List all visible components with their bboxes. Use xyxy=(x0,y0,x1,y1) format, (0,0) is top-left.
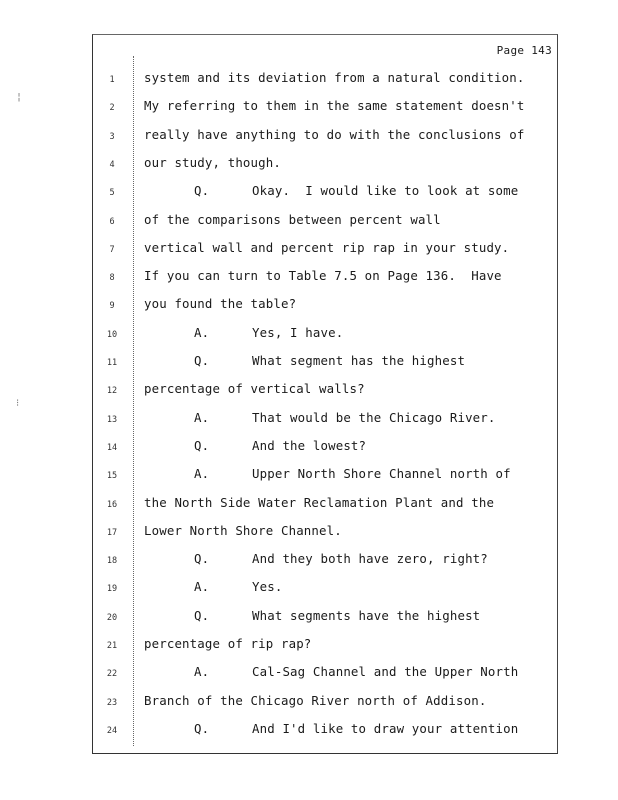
line-number: 2 xyxy=(109,103,115,114)
line-body: My referring to them in the same statement doesn't xyxy=(144,98,525,114)
line-number: 24 xyxy=(106,725,118,736)
line-number: 12 xyxy=(106,386,118,397)
transcript-line xyxy=(0,296,618,316)
transcript-line xyxy=(0,693,618,713)
transcript-line xyxy=(0,325,618,345)
line-text xyxy=(144,381,365,396)
line-body: Yes. xyxy=(252,579,283,595)
line-body: percentage of vertical walls? xyxy=(144,381,365,397)
line-number: 10 xyxy=(106,329,118,340)
line-body: Yes, I have. xyxy=(252,324,344,340)
line-number: 11 xyxy=(106,358,118,368)
speaker-label: A. xyxy=(194,664,210,680)
transcript-line xyxy=(0,664,618,684)
transcript-line xyxy=(0,353,618,373)
line-text xyxy=(144,212,441,227)
transcript-line xyxy=(0,495,618,515)
transcript-line xyxy=(0,579,618,599)
margin-speck-mark: ¦ xyxy=(16,92,23,103)
line-body: And they both have zero, right? xyxy=(252,551,488,567)
line-number: 19 xyxy=(106,584,118,595)
line-text xyxy=(144,523,342,538)
transcript-line xyxy=(0,127,618,147)
line-number: 5 xyxy=(109,188,115,199)
line-number: 13 xyxy=(106,414,118,425)
page-header: Page 143 xyxy=(496,44,552,57)
line-body: What segments have the highest xyxy=(252,607,481,623)
line-text xyxy=(144,495,494,510)
line-body: Upper North Shore Channel north of xyxy=(252,466,511,482)
transcript-line xyxy=(0,212,618,232)
speaker-label: Q. xyxy=(194,551,210,567)
line-text xyxy=(144,268,502,283)
transcript-line xyxy=(0,268,618,288)
line-number: 14 xyxy=(106,442,118,453)
transcript-line xyxy=(0,155,618,175)
line-text xyxy=(144,636,311,651)
line-body: Branch of the Chicago River north of Addison. xyxy=(144,692,487,708)
line-text xyxy=(144,438,366,453)
speaker-label: Q. xyxy=(194,183,210,199)
line-body: Lower North Shore Channel. xyxy=(144,522,342,538)
line-number: 17 xyxy=(106,527,118,538)
line-body: And I'd like to draw your attention xyxy=(252,720,519,736)
speaker-label: Q. xyxy=(194,353,210,368)
line-body: the North Side Water Reclamation Plant and the xyxy=(144,494,495,510)
transcript-line xyxy=(0,466,618,486)
line-body: And the lowest? xyxy=(252,437,367,453)
line-number: 3 xyxy=(109,131,115,142)
line-body: That would be the Chicago River. xyxy=(252,409,496,425)
line-body: What segment has the highest xyxy=(252,353,466,368)
line-text xyxy=(144,98,525,113)
line-text xyxy=(144,551,488,566)
transcript-line xyxy=(0,608,618,628)
line-text xyxy=(144,183,518,198)
transcript-line xyxy=(0,721,618,741)
line-number: 18 xyxy=(106,556,118,567)
line-body: Cal-Sag Channel and the Upper North xyxy=(252,664,519,680)
line-number: 1 xyxy=(109,75,115,85)
transcript-line xyxy=(0,410,618,430)
transcript-line xyxy=(0,438,618,458)
speaker-label: Q. xyxy=(194,720,210,736)
line-number: 6 xyxy=(109,216,115,227)
line-text xyxy=(144,693,486,708)
line-number: 9 xyxy=(109,301,115,312)
transcript-line xyxy=(0,551,618,571)
line-number: 20 xyxy=(106,612,118,623)
line-number: 7 xyxy=(109,244,115,255)
transcript-line xyxy=(0,98,618,118)
line-text xyxy=(144,296,296,311)
line-body: If you can turn to Table 7.5 on Page 136. Have xyxy=(144,268,502,284)
line-text xyxy=(144,70,525,85)
line-number: 4 xyxy=(109,159,115,170)
speaker-label: Q. xyxy=(194,437,210,453)
line-body: percentage of rip rap? xyxy=(144,636,312,651)
line-body: our study, though. xyxy=(144,154,281,170)
transcript-line xyxy=(0,183,618,203)
transcript-line xyxy=(0,381,618,401)
line-text xyxy=(144,608,480,623)
line-body: Okay. I would like to look at some xyxy=(252,183,519,199)
line-text xyxy=(144,466,511,481)
speaker-label: A. xyxy=(194,579,210,595)
line-text xyxy=(144,240,509,255)
speaker-label: A. xyxy=(194,409,210,425)
line-number: 15 xyxy=(106,471,118,482)
line-body: system and its deviation from a natural condition. xyxy=(144,70,525,85)
speaker-label: A. xyxy=(194,324,210,340)
line-number: 21 xyxy=(106,641,118,651)
margin-speck-mark: ⁝ xyxy=(16,398,20,409)
speaker-label: A. xyxy=(194,466,210,482)
transcript-line xyxy=(0,70,618,90)
line-body: really have anything to do with the conclusions of xyxy=(144,126,525,142)
transcript-line xyxy=(0,240,618,260)
line-number: 16 xyxy=(106,499,118,510)
line-number: 8 xyxy=(109,273,115,284)
line-text xyxy=(144,721,518,736)
line-body: you found the table? xyxy=(144,296,297,312)
line-body: vertical wall and percent rip rap in your study. xyxy=(144,239,510,255)
line-text xyxy=(144,155,281,170)
line-text xyxy=(144,127,525,142)
line-text xyxy=(144,353,465,368)
line-text xyxy=(144,410,496,425)
line-text xyxy=(144,664,518,679)
speaker-label: Q. xyxy=(194,607,210,623)
line-text xyxy=(144,325,343,340)
line-number: 23 xyxy=(106,697,118,708)
transcript-line xyxy=(0,523,618,543)
transcript-line xyxy=(0,636,618,656)
line-body: of the comparisons between percent wall xyxy=(144,211,441,227)
line-number: 22 xyxy=(106,669,118,680)
line-text xyxy=(144,579,282,594)
